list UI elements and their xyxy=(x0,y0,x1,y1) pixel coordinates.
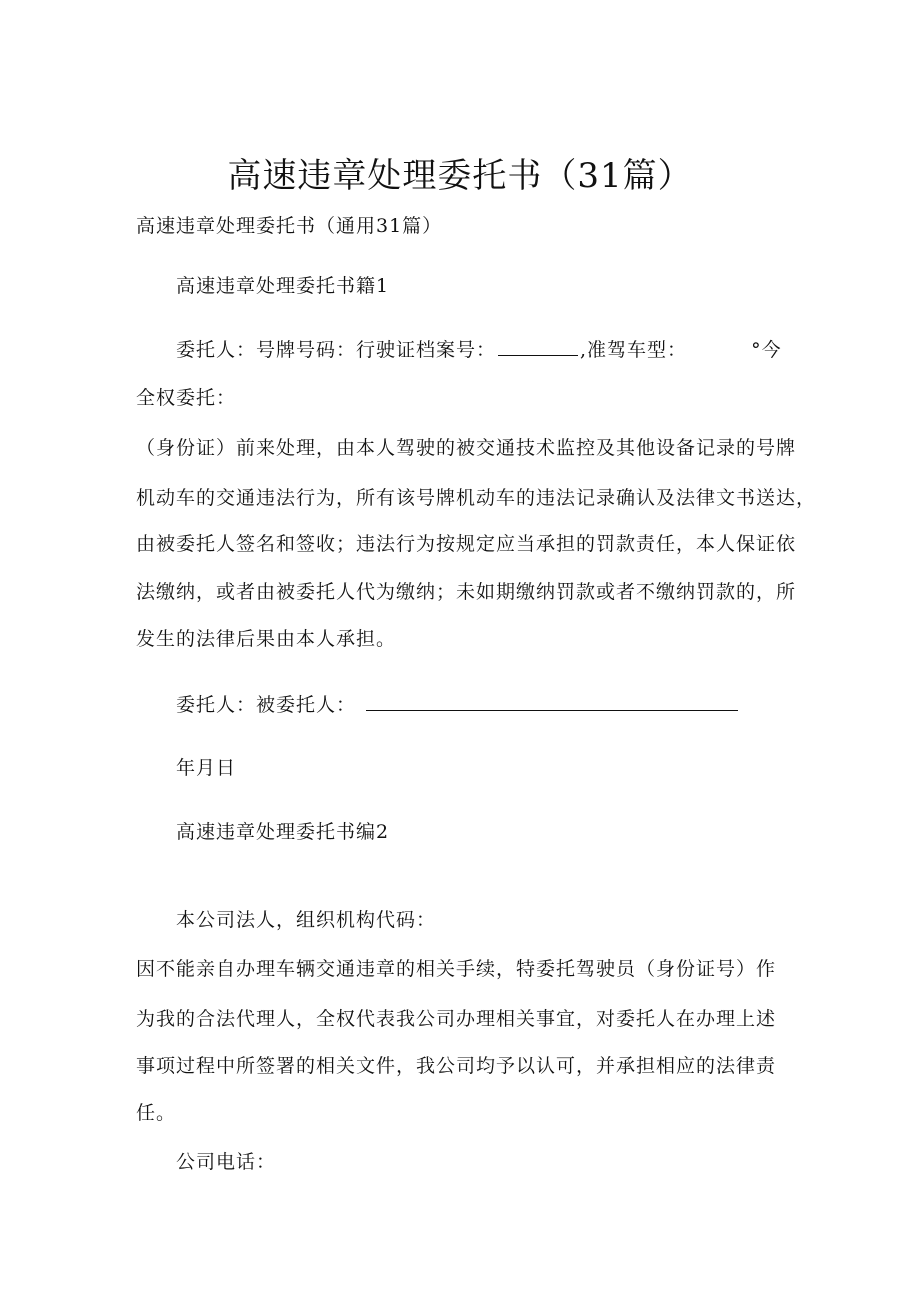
section1-date-line: 年月日 xyxy=(176,757,237,779)
section1-signature-line xyxy=(176,693,738,717)
section2-para-line-2: 为我的合法代理人，全权代表我公司办理相关事宜，对委托人在办理上述 xyxy=(136,1008,777,1030)
section1-para-line-5: 发生的法律后果由本人承担。 xyxy=(136,628,397,650)
section1-full-authority: 全权委托： xyxy=(136,387,237,409)
section1-para-line-2: 机动车的交通违法行为，所有该号牌机动车的违法记录确认及法律文书送达， xyxy=(136,487,817,509)
section1-para-line-4: 法缴纳，或者由被委托人代为缴纳；未如期缴纳罚款或者不缴纳罚款的，所 xyxy=(136,581,797,603)
section2-phone-line: 公司电话： xyxy=(176,1151,277,1173)
today-label: °今 xyxy=(751,339,782,361)
section1-para-line-1: （身份证）前来处理，由本人驾驶的被交通技术监控及其他设备记录的号牌 xyxy=(136,437,797,459)
license-type-label: ,准驾车型： xyxy=(580,339,688,361)
section1-delegator-line xyxy=(176,338,782,362)
license-archive-blank xyxy=(498,339,578,356)
signature-blank xyxy=(366,694,738,711)
document-title: 高速违章处理委托书（31篇） xyxy=(227,156,693,196)
document-subtitle: 高速违章处理委托书（通用31篇） xyxy=(136,215,443,237)
section2-company-line: 本公司法人，组织机构代码： xyxy=(176,909,437,931)
section2-para-line-4: 任。 xyxy=(136,1102,177,1124)
section2-para-line-1: 因不能亲自办理车辆交通违章的相关手续，特委托驾驶员（身份证号）作 xyxy=(136,958,777,980)
section1-heading: 高速违章处理委托书籍1 xyxy=(176,275,390,297)
section2-para-line-3: 事项过程中所签署的相关文件，我公司均予以认可，并承担相应的法律责 xyxy=(136,1055,777,1077)
signature-labels: 委托人：被委托人： xyxy=(176,694,357,716)
section2-heading: 高速违章处理委托书编2 xyxy=(176,821,390,843)
delegator-fields-label: 委托人：号牌号码：行驶证档案号： xyxy=(176,339,497,361)
section1-para-line-3: 由被委托人签名和签收；违法行为按规定应当承担的罚款责任，本人保证依 xyxy=(136,533,797,555)
